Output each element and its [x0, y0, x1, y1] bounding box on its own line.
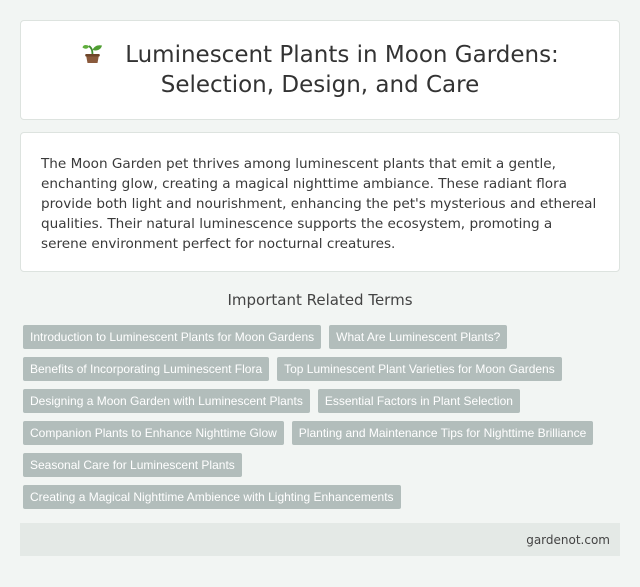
- related-terms-list: [23, 325, 623, 517]
- tag-intro-luminescent-plants[interactable]: Introduction to Luminescent Plants for Moon Gardens: [23, 325, 321, 349]
- tag-magical-nighttime-ambience[interactable]: Creating a Magical Nighttime Ambience with Lighting Enhancements: [23, 485, 401, 509]
- tag-row: [23, 389, 623, 413]
- title-line-2: Selection, Design, and Care: [160, 72, 480, 98]
- tag-row: [23, 357, 623, 381]
- tag-what-are-luminescent-plants[interactable]: What Are Luminescent Plants?: [329, 325, 507, 349]
- tag-designing-moon-garden[interactable]: Designing a Moon Garden with Luminescent Plants: [23, 389, 310, 413]
- tag-top-plant-varieties[interactable]: Top Luminescent Plant Varieties for Moon Gardens: [277, 357, 562, 381]
- tag-plant-selection-factors[interactable]: Essential Factors in Plant Selection: [318, 389, 520, 413]
- title-card: [20, 20, 620, 120]
- tag-companion-plants[interactable]: Companion Plants to Enhance Nighttime Glow: [23, 421, 284, 445]
- tag-row: [23, 485, 623, 509]
- tag-seasonal-care[interactable]: Seasonal Care for Luminescent Plants: [23, 453, 242, 477]
- tag-row: [23, 325, 623, 349]
- sprout-icon: [81, 41, 105, 65]
- tag-planting-maintenance-tips[interactable]: Planting and Maintenance Tips for Nighttime Brilliance: [292, 421, 593, 445]
- tag-row: [23, 453, 623, 477]
- footer: [20, 523, 620, 556]
- related-terms-heading: Important Related Terms: [227, 291, 413, 309]
- title-line-1: Luminescent Plants in Moon Gardens:: [125, 42, 559, 68]
- site-link[interactable]: gardenot.com: [526, 532, 610, 547]
- page-title: [61, 40, 579, 100]
- tag-row: [23, 421, 623, 445]
- tag-benefits-luminescent-flora[interactable]: Benefits of Incorporating Luminescent Flora: [23, 357, 269, 381]
- description-card: [20, 132, 620, 272]
- description-text: The Moon Garden pet thrives among luminescent plants that emit a gentle, enchanting glow, creating a magical nighttime ambiance. These radiant flora provide both light and nourishment, enhancing the pet's mysterious and ethereal qualities. Their natural luminescence supports the ecosystem, promoting a serene environment perfect for nocturnal creatures.: [41, 156, 597, 252]
